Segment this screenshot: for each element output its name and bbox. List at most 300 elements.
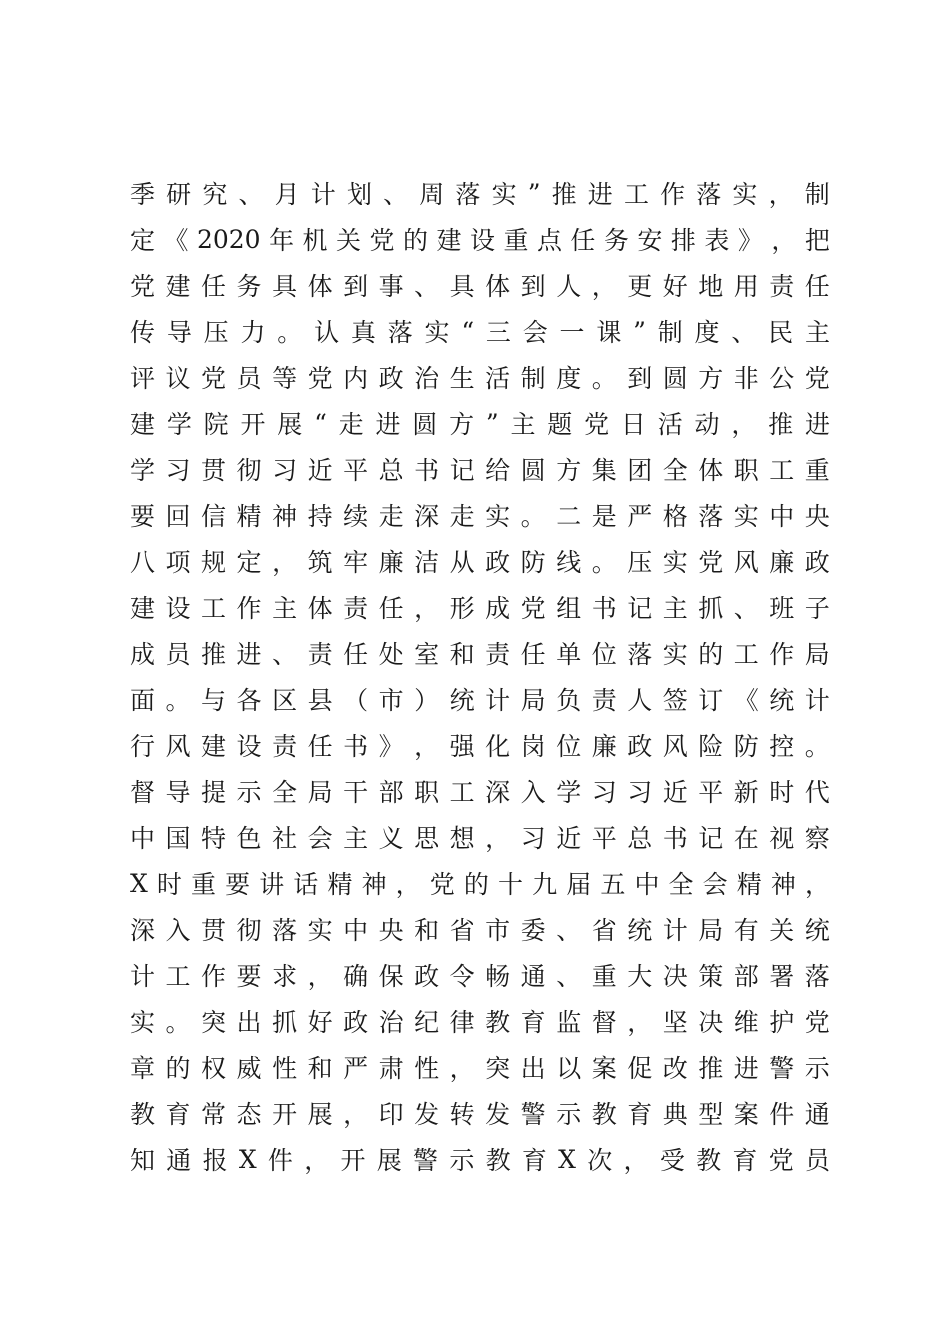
text-char: 职 (414, 778, 440, 807)
text-line (130, 492, 830, 538)
text-char: 任 (378, 594, 404, 623)
text-char: 、 (556, 916, 582, 945)
text-char: 五 (600, 870, 626, 899)
text-char: 题 (547, 410, 573, 439)
text-char: 实 (733, 502, 759, 531)
text-char: 平 (343, 456, 369, 485)
text-char: 出 (520, 1054, 546, 1083)
text-char: 受 (659, 1146, 685, 1175)
text-char: 计 (804, 686, 830, 715)
text-char: 任 (343, 640, 369, 669)
text-char: 展 (376, 1146, 402, 1175)
text-char: 规 (201, 548, 227, 577)
text-char: 研 (166, 180, 192, 209)
text-char: 人 (627, 686, 653, 715)
text-char: 建 (436, 226, 462, 255)
text-char: 发 (414, 1100, 440, 1129)
text-char: 推 (551, 180, 577, 209)
text-char: 思 (414, 824, 440, 853)
text-char: 公 (769, 364, 795, 393)
text-char: 人 (556, 272, 582, 301)
text-char: 落 (627, 640, 653, 669)
text-char: 威 (236, 1054, 262, 1083)
text-char: 近 (556, 824, 582, 853)
text-char: 务 (236, 272, 262, 301)
text-char: 案 (733, 1100, 759, 1129)
text-char: 案 (591, 1054, 617, 1083)
text-char: 视 (769, 824, 795, 853)
text-char: 护 (769, 1008, 795, 1037)
text-char: 重 (804, 456, 830, 485)
text-char: 局 (804, 640, 830, 669)
text-char: 方 (449, 410, 475, 439)
text-char: 的 (463, 870, 489, 899)
text-char: 面 (130, 686, 156, 715)
text-char: 课 (596, 318, 622, 347)
text-char: 作 (660, 180, 686, 209)
text-char: 社 (272, 824, 298, 853)
text-char: 落 (387, 318, 413, 347)
text-char: 、 (731, 318, 757, 347)
text-char: 次 (587, 1146, 613, 1175)
text-char: 设 (165, 594, 191, 623)
text-char: 从 (449, 548, 475, 577)
text-char: 贯 (201, 916, 227, 945)
text-char: 、 (272, 640, 298, 669)
text-char: 洁 (414, 548, 440, 577)
text-char: 进 (804, 410, 830, 439)
text-char: 员 (804, 1146, 830, 1175)
text-char: 度 (556, 364, 582, 393)
text-char: 部 (733, 962, 759, 991)
text-line (130, 400, 830, 446)
text-char: 会 (307, 824, 333, 853)
text-char: 平 (591, 824, 617, 853)
text-char: 推 (201, 640, 227, 669)
text-char: 集 (591, 456, 617, 485)
text-char: 主 (662, 594, 688, 623)
text-char: 体 (698, 456, 724, 485)
text-line (130, 262, 830, 308)
text-char: 非 (733, 364, 759, 393)
text-char: 强 (449, 732, 475, 761)
text-char: 进 (236, 640, 262, 669)
text-char: 年 (269, 226, 295, 255)
text-char: 政 (485, 548, 511, 577)
text-char: 彻 (236, 916, 262, 945)
text-char: 决 (698, 1008, 724, 1037)
text-char: 知 (130, 1146, 156, 1175)
text-char: 设 (469, 226, 495, 255)
text-char: 育 (521, 1146, 547, 1175)
text-char: ” (527, 178, 541, 208)
text-char: 督 (591, 1008, 617, 1037)
text-char: 、 (383, 180, 409, 209)
text-char: 彻 (236, 456, 262, 485)
text-char: 书 (343, 732, 369, 761)
text-char: 进 (733, 1054, 759, 1083)
text-char: 教 (591, 1100, 617, 1129)
text-char: 》 (378, 732, 404, 761)
text-char: 建 (130, 410, 156, 439)
text-char: 导 (166, 318, 192, 347)
text-line (130, 676, 830, 722)
text-char: 保 (378, 962, 404, 991)
text-char: 2020 (196, 224, 261, 254)
text-char: 警 (413, 1146, 439, 1175)
text-char: 局 (698, 916, 724, 945)
text-char: 提 (201, 778, 227, 807)
text-char: 实 (732, 180, 758, 209)
text-char: 策 (698, 962, 724, 991)
text-char: 义 (378, 824, 404, 853)
text-char: 。 (520, 502, 546, 531)
text-char: 岗 (520, 732, 546, 761)
text-char: 制 (657, 318, 683, 347)
text-char: 更 (627, 272, 653, 301)
text-char: 省 (591, 916, 617, 945)
text-char: 肃 (378, 1054, 404, 1083)
text-char: ， (395, 870, 421, 899)
text-char: 圆 (520, 456, 546, 485)
text-char: 权 (201, 1054, 227, 1083)
text-char: 政 (804, 548, 830, 577)
text-char: ， (485, 824, 511, 853)
text-char: 牢 (343, 548, 369, 577)
text-char: 防 (733, 732, 759, 761)
text-char: 省 (449, 916, 475, 945)
text-char: 到 (343, 272, 369, 301)
text-char: 务 (603, 226, 629, 255)
text-char: 展 (307, 1100, 333, 1129)
text-char: 作 (201, 962, 227, 991)
text-char: 促 (627, 1054, 653, 1083)
text-char: 中 (130, 824, 156, 853)
text-char: 发 (485, 1100, 511, 1129)
text-char: 建 (165, 272, 191, 301)
text-char: 贯 (201, 456, 227, 485)
text-char: 育 (732, 1146, 758, 1175)
text-char: 传 (130, 318, 156, 347)
text-char: 圆 (412, 410, 438, 439)
text-char: 统 (769, 686, 795, 715)
text-char: 态 (236, 1100, 262, 1129)
text-char: 排 (670, 226, 696, 255)
text-char: 在 (733, 824, 759, 853)
text-char: 机 (302, 226, 328, 255)
text-char: 主 (510, 410, 536, 439)
text-char: 动 (694, 410, 720, 439)
text-char: 局 (307, 778, 333, 807)
text-char: 示 (236, 778, 262, 807)
text-char: 习 (627, 778, 653, 807)
text-char: 记 (449, 456, 475, 485)
text-char: 、 (238, 180, 264, 209)
text-char: 压 (203, 318, 229, 347)
text-char: 风 (662, 732, 688, 761)
text-char: 届 (566, 870, 592, 899)
text-char: 的 (403, 226, 429, 255)
text-char: 导 (165, 778, 191, 807)
text-char: 体 (307, 272, 333, 301)
text-char: 与 (201, 686, 227, 715)
text-char: 九 (532, 870, 558, 899)
text-char: 点 (536, 226, 562, 255)
text-char: 近 (307, 456, 333, 485)
text-char: 习 (520, 824, 546, 853)
text-char: 展 (277, 410, 303, 439)
text-char: 育 (627, 1100, 653, 1129)
text-char: 出 (236, 1008, 262, 1037)
text-char: 风 (733, 548, 759, 577)
text-char: 格 (662, 502, 688, 531)
text-char: 章 (130, 1054, 156, 1083)
text-char: 抓 (272, 1008, 298, 1037)
text-line (130, 354, 830, 400)
text-char: 风 (165, 732, 191, 761)
text-char: 计 (310, 180, 336, 209)
text-char: 内 (343, 364, 369, 393)
text-char: 全 (662, 456, 688, 485)
text-char: 决 (662, 962, 688, 991)
text-char: 制 (804, 180, 830, 209)
text-char: 督 (130, 778, 156, 807)
text-char: 平 (698, 778, 724, 807)
text-char: 三 (485, 318, 511, 347)
text-char: 入 (520, 778, 546, 807)
text-char: 班 (769, 594, 795, 623)
text-char: 党 (429, 870, 455, 899)
text-char: 性 (414, 1054, 440, 1083)
text-char: 具 (449, 272, 475, 301)
text-line (130, 768, 830, 814)
text-char: 深 (485, 778, 511, 807)
text-char: 化 (485, 732, 511, 761)
text-char: 室 (414, 640, 440, 669)
text-char: 实 (662, 548, 688, 577)
text-char: 度 (694, 318, 720, 347)
text-char: 给 (485, 456, 511, 485)
text-char: 究 (202, 180, 228, 209)
text-char: ， (343, 1100, 369, 1129)
text-char: 书 (662, 824, 688, 853)
text-char: 党 (369, 226, 395, 255)
text-char: 落 (696, 180, 722, 209)
text-line (130, 860, 830, 906)
text-char: ， (731, 410, 757, 439)
text-char: 推 (698, 1054, 724, 1083)
text-char: 确 (343, 962, 369, 991)
text-char: 监 (556, 1008, 582, 1037)
text-char: 的 (165, 1054, 191, 1083)
text-line (130, 1044, 830, 1090)
text-char: 严 (627, 502, 653, 531)
text-char: 近 (662, 778, 688, 807)
text-char: 是 (591, 502, 617, 531)
text-char: 回 (165, 502, 191, 531)
text-char: 地 (698, 272, 724, 301)
text-char: 警 (769, 1054, 795, 1083)
text-char: 有 (733, 916, 759, 945)
text-char: 署 (769, 962, 795, 991)
text-char: 十 (498, 870, 524, 899)
text-char: 责 (769, 272, 795, 301)
text-char: 局 (520, 686, 546, 715)
text-char: 性 (272, 1054, 298, 1083)
text-char: 精 (236, 502, 262, 531)
text-char: 体 (485, 272, 511, 301)
text-char: 工 (201, 594, 227, 623)
text-char: 坚 (662, 1008, 688, 1037)
text-char: 总 (378, 456, 404, 485)
text-char: 警 (520, 1100, 546, 1129)
text-char: ， (307, 962, 333, 991)
text-char: 进 (587, 180, 613, 209)
text-char: 。 (165, 686, 191, 715)
text-char: 职 (733, 456, 759, 485)
text-line (130, 584, 830, 630)
text-char: 时 (156, 870, 182, 899)
text-char: 党 (307, 364, 333, 393)
text-char: 表 (704, 226, 730, 255)
text-char: 等 (272, 364, 298, 393)
text-char: 工 (623, 180, 649, 209)
text-char: 各 (236, 686, 262, 715)
text-char: ， (591, 272, 617, 301)
text-char: 周 (419, 180, 445, 209)
text-char: “ (461, 316, 475, 346)
text-char: 要 (130, 502, 156, 531)
text-char: 开 (340, 1146, 366, 1175)
text-char: ， (304, 1146, 330, 1175)
text-char: 院 (203, 410, 229, 439)
text-char: 和 (307, 1054, 333, 1083)
text-char: 廉 (769, 548, 795, 577)
text-char: 实 (662, 640, 688, 669)
text-char: 任 (307, 732, 333, 761)
text-char: 和 (414, 916, 440, 945)
text-char: 计 (485, 686, 511, 715)
text-char: 计 (662, 916, 688, 945)
text-char: 通 (520, 962, 546, 991)
text-char: 生 (449, 364, 475, 393)
text-char: ） (414, 686, 440, 715)
text-char: 责 (485, 640, 511, 669)
text-char: 力 (240, 318, 266, 347)
text-line (130, 906, 830, 952)
text-char: 形 (449, 594, 475, 623)
text-char: 议 (165, 364, 191, 393)
text-char: 事 (378, 272, 404, 301)
text-char: 认 (314, 318, 340, 347)
text-char: 月 (274, 180, 300, 209)
text-char: 中 (769, 502, 795, 531)
text-char: 通 (166, 1146, 192, 1175)
text-char: ， (449, 1054, 475, 1083)
text-char: 责 (307, 640, 333, 669)
text-char: 实 (130, 1008, 156, 1037)
text-char: 习 (591, 778, 617, 807)
text-char: 委 (520, 916, 546, 945)
text-char: 到 (627, 364, 653, 393)
text-char: 推 (768, 410, 794, 439)
text-char: 政 (343, 1008, 369, 1037)
text-char: 压 (627, 548, 653, 577)
text-char: 育 (165, 1100, 191, 1129)
text-char: 习 (165, 456, 191, 485)
text-char: 落 (804, 962, 830, 991)
text-char: 圆 (662, 364, 688, 393)
text-char: 关 (769, 916, 795, 945)
text-char: 续 (343, 502, 369, 531)
text-char: 典 (662, 1100, 688, 1129)
text-char: 好 (662, 272, 688, 301)
text-char: X (238, 1144, 257, 1174)
text-char: 精 (736, 870, 762, 899)
text-char: 神 (272, 502, 298, 531)
text-char: 育 (520, 1008, 546, 1037)
text-char: 维 (733, 1008, 759, 1037)
text-char: 订 (698, 686, 724, 715)
text-char: 行 (130, 732, 156, 761)
text-char: 子 (804, 594, 830, 623)
text-char: 定 (236, 548, 262, 577)
text-char: 部 (378, 778, 404, 807)
text-line (130, 630, 830, 676)
text-char: 位 (591, 640, 617, 669)
text-char: 签 (662, 686, 688, 715)
text-char: 险 (698, 732, 724, 761)
text-char: 走 (338, 410, 364, 439)
text-char: 线 (556, 548, 582, 577)
text-char: 评 (130, 364, 156, 393)
text-char: 党 (804, 1008, 830, 1037)
text-char: 教 (696, 1146, 722, 1175)
text-char: 定 (130, 226, 156, 255)
text-char: 要 (225, 870, 251, 899)
text-char: 项 (165, 548, 191, 577)
text-char: 位 (556, 732, 582, 761)
text-char: 主 (804, 318, 830, 347)
text-char: 活 (657, 410, 683, 439)
text-char: 处 (378, 640, 404, 669)
text-char: 市 (485, 916, 511, 945)
text-char: 畅 (485, 962, 511, 991)
text-char: 安 (637, 226, 663, 255)
text-char: 方 (556, 456, 582, 485)
text-char: 党 (804, 364, 830, 393)
text-char: 成 (130, 640, 156, 669)
text-char: 八 (130, 548, 156, 577)
text-char: 市 (378, 686, 404, 715)
text-char: 好 (307, 1008, 333, 1037)
text-char: 教 (130, 1100, 156, 1129)
text-char: 以 (556, 1054, 582, 1083)
body-text (130, 170, 830, 1182)
text-char: 、 (733, 594, 759, 623)
text-line (130, 722, 830, 768)
text-char: 会 (522, 318, 548, 347)
text-char: 工 (769, 456, 795, 485)
text-char: X (130, 868, 148, 898)
text-char: 突 (485, 1054, 511, 1083)
text-char: 员 (236, 364, 262, 393)
text-char: 团 (627, 456, 653, 485)
text-char: 改 (662, 1054, 688, 1083)
text-char: 民 (768, 318, 794, 347)
text-char: 作 (236, 594, 262, 623)
text-char: 单 (556, 640, 582, 669)
